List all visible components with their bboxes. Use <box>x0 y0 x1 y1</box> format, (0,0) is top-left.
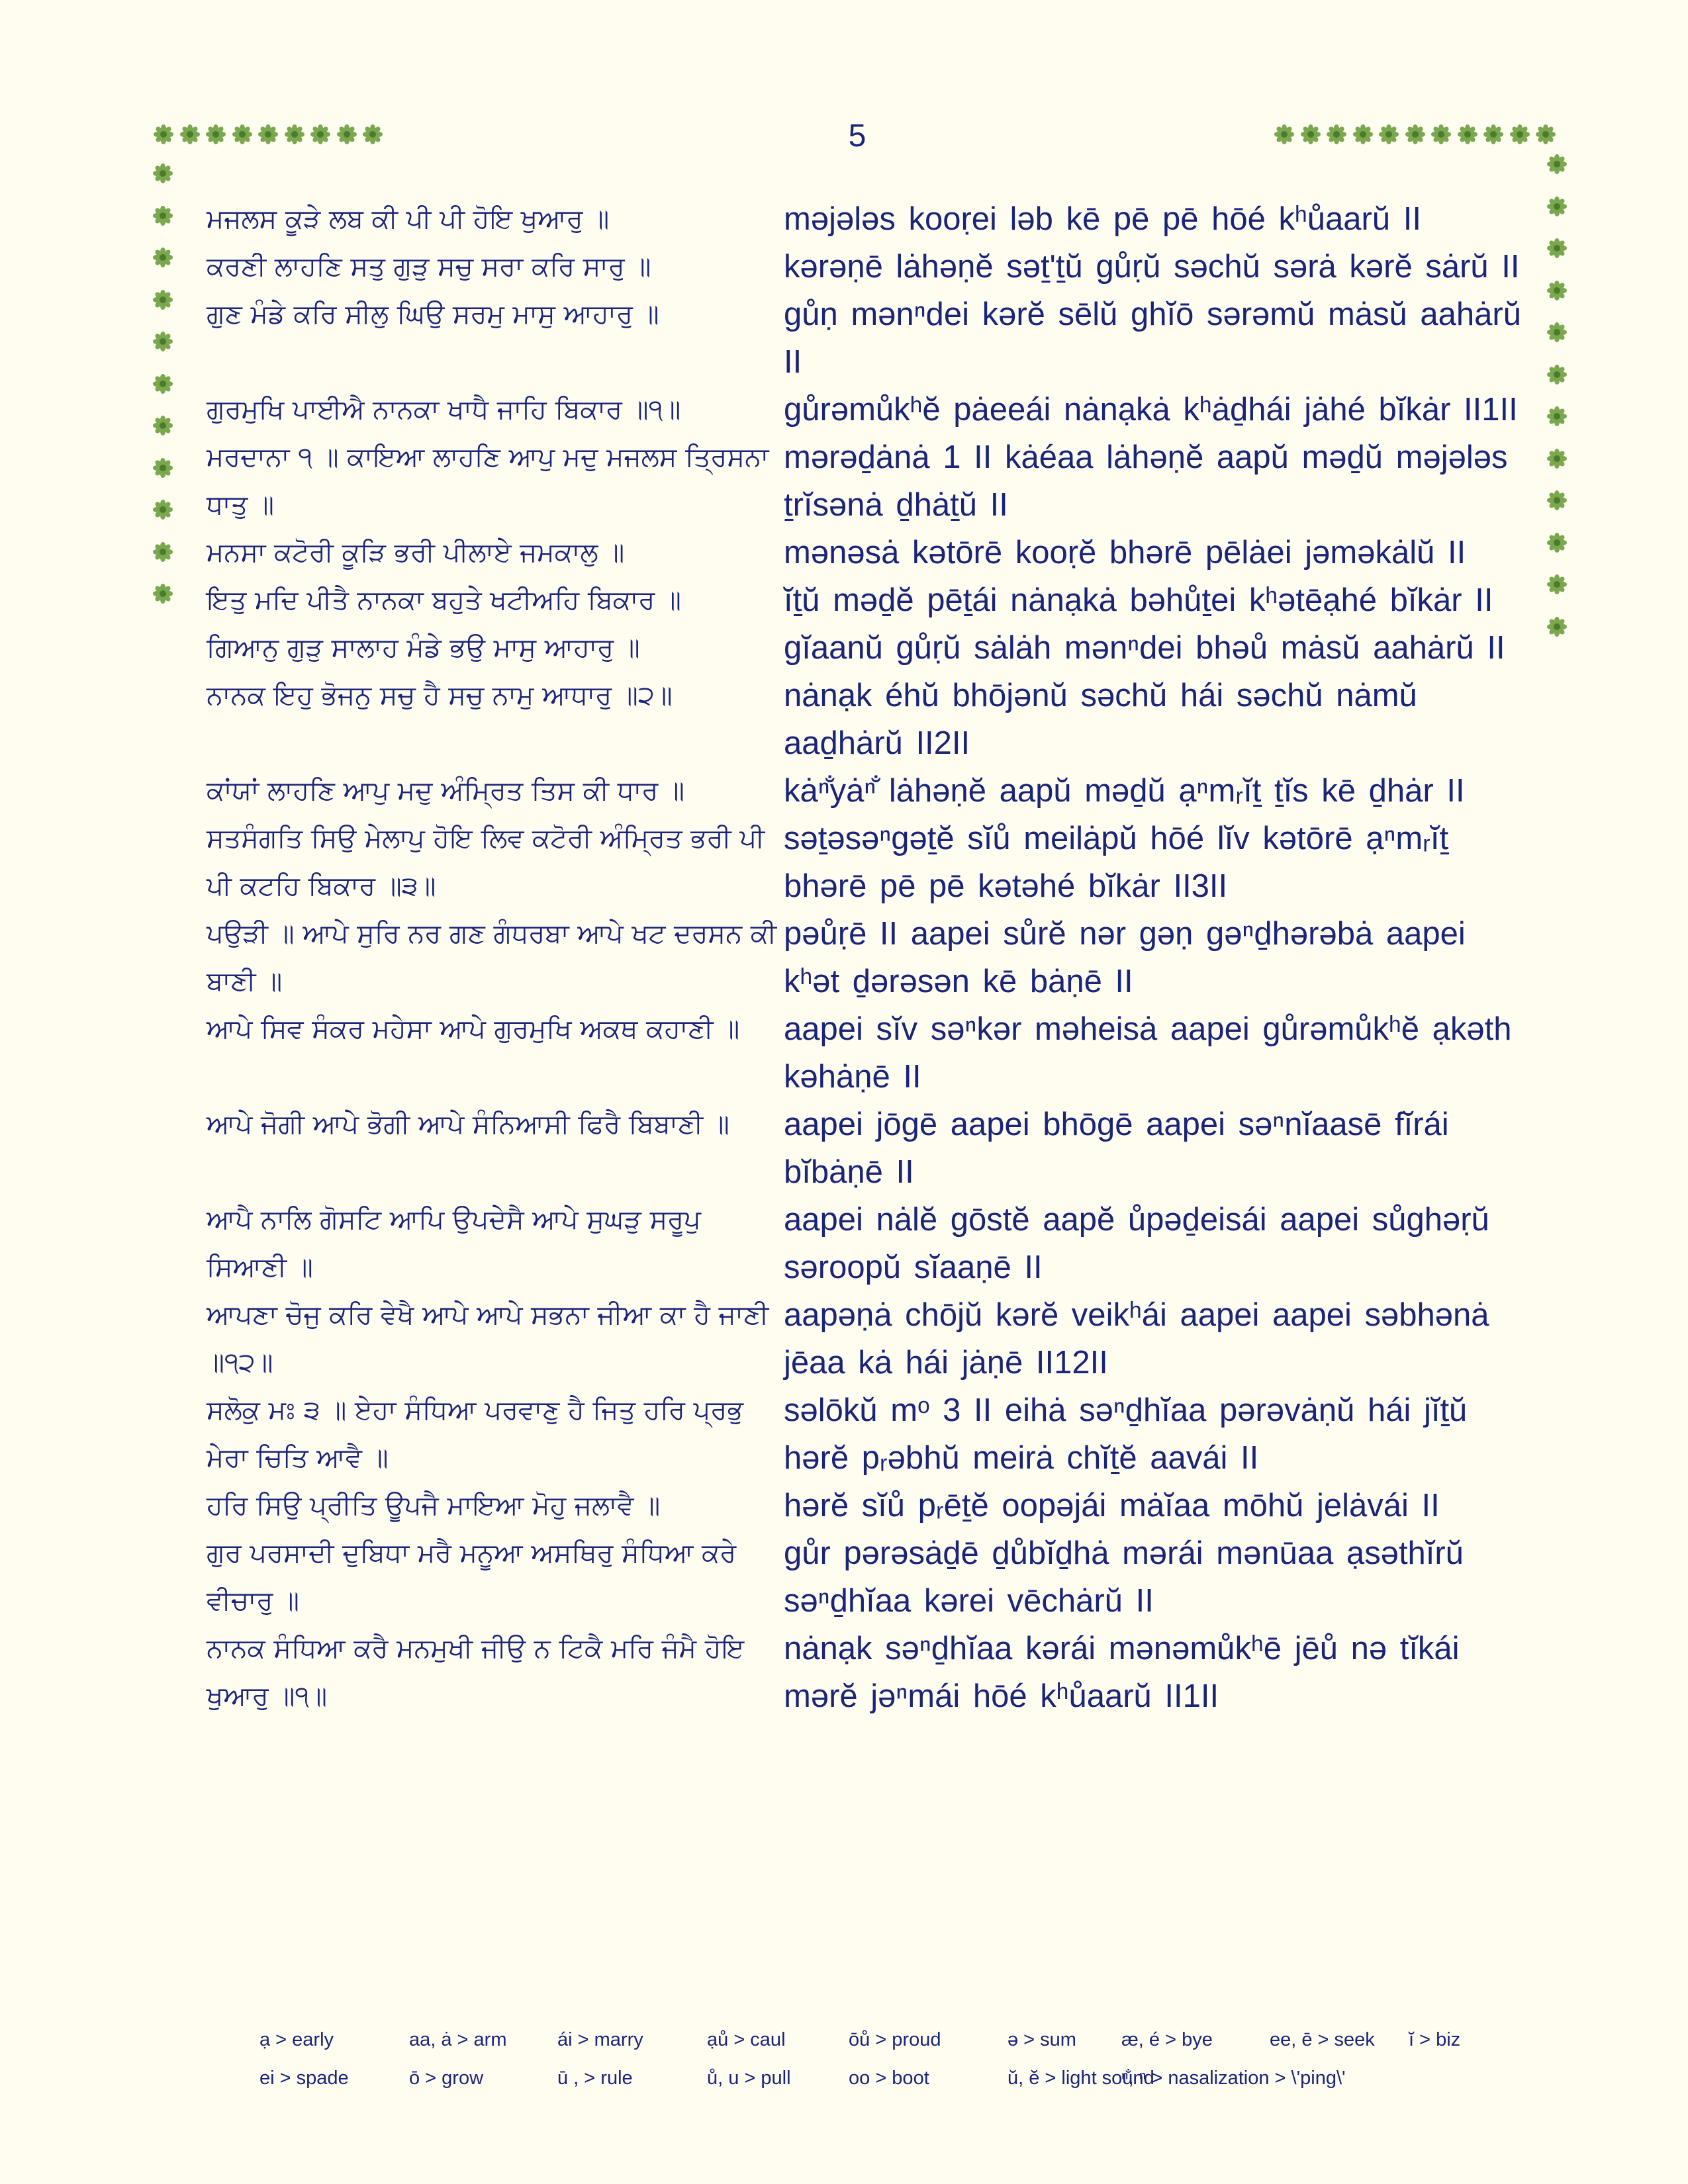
flower-icon <box>153 500 173 520</box>
flower-icon <box>1536 124 1556 144</box>
pronunciation-legend <box>259 2026 1517 2091</box>
verse-row <box>207 672 1530 767</box>
flower-icon <box>153 542 173 562</box>
flower-icon <box>1547 238 1567 258</box>
gurmukhi-line: ਕਾਂਯਾਂ ਲਾਹਣਿ ਆਪੁ ਮਦੁ ਅੰਮ੍ਰਿਤ ਤਿਸ ਕੀ ਧਾਰ ॥ <box>207 776 684 806</box>
legend-item: ů, u > pull <box>707 2068 791 2089</box>
flower-icon <box>1547 281 1567 300</box>
flower-icon <box>1458 124 1477 144</box>
flower-icon <box>180 124 200 144</box>
verse-row <box>207 291 1530 386</box>
verse-row <box>207 1101 1530 1196</box>
flower-icon <box>1547 617 1567 637</box>
page-number: 5 <box>848 118 867 154</box>
transliteration-line: aapei nȧlĕ gōstĕ aapĕ ůpəḏeisái aapei sůghəṛŭ səroopŭ sĭaaṇē II <box>784 1202 1489 1285</box>
legend-item: ⁿ̐, ⁿ > nasalization > \'ping\' <box>1121 2068 1346 2089</box>
transliteration-line: gĭaanŭ gůṛŭ sȧlȧh mənⁿdei bhəů mȧsŭ aahȧrŭ II <box>784 630 1505 666</box>
legend-item: oo > boot <box>849 2068 929 2089</box>
flower-icon <box>1547 533 1567 553</box>
flower-icon <box>363 124 383 144</box>
transliteration-line: gůr pərəsȧḏē ḏůbĭḏhȧ mərái mənūaa ạsəthĭrŭ səⁿḏhĭaa kərei vēchȧrŭ II <box>784 1535 1464 1619</box>
transliteration-line: ĭṯŭ məḏĕ pēṯái nȧnạkȧ bəhůṯei kʰətēạhé bĭkȧr II <box>784 582 1493 618</box>
flower-icon <box>1547 406 1567 426</box>
transliteration-line: mərəḏȧnȧ 1 II kȧéaa lȧhəṇĕ aapŭ məḏŭ məjələs ṯrĭsənȧ ḏhȧṯŭ II <box>784 439 1508 523</box>
transliteration-line: kərəṇē lȧhəṇĕ səṯ'ṯŭ gůṛŭ səchŭ sərȧ kərĕ sȧrŭ II <box>784 249 1520 285</box>
flower-icon <box>153 374 173 394</box>
flower-icon <box>258 124 278 144</box>
gurmukhi-line: ਮਰਦਾਨਾ ੧ ॥ ਕਾਇਆ ਲਾਹਣਿ ਆਪੁ ਮਦੁ ਮਜਲਸ ਤ੍ਰਿਸਨਾ ਧਾਤੁ ॥ <box>207 442 769 520</box>
flower-icon <box>285 124 305 144</box>
flower-icon <box>1547 449 1567 469</box>
legend-item: ee, ē > seek <box>1270 2029 1375 2050</box>
gurmukhi-line: ਗੁਰਮੁਖਿ ਪਾਈਐ ਨਾਨਕਾ ਖਾਧੈ ਜਾਹਿ ਬਿਕਾਰ ॥੧॥ <box>207 394 681 425</box>
gurmukhi-line: ਮਨਸਾ ਕਟੋਰੀ ਕੂੜਿ ਭਰੀ ਪੀਲਾਏ ਜਮਕਾਲੁ ॥ <box>207 537 625 568</box>
flower-icon <box>153 206 173 226</box>
flower-icon <box>337 124 357 144</box>
legend-item: aa, ȧ > arm <box>409 2029 507 2050</box>
flower-icon <box>1301 124 1321 144</box>
flower-icon <box>1510 124 1530 144</box>
verse-row <box>207 195 1530 243</box>
transliteration-line: aapei sĭv səⁿkər məheisȧ aapei gůrəmůkʰĕ ạkəth kəhȧṇē II <box>784 1011 1512 1095</box>
verse-row <box>207 1196 1530 1291</box>
gurmukhi-line: ਸਤਸੰਗਤਿ ਸਿਉ ਮੇਲਾਪੁ ਹੋਇ ਲਿਵ ਕਟੋਰੀ ਅੰਮ੍ਰਿਤ ਭਰੀ ਪੀ ਪੀ ਕਟਹਿ ਬਿਕਾਰ ॥੩॥ <box>207 823 765 901</box>
flower-icon <box>232 124 252 144</box>
gurmukhi-line: ਆਪੇ ਜੋਗੀ ਆਪੇ ਭੋਗੀ ਆਪੇ ਸੰਨਿਆਸੀ ਫਿਰੈ ਬਿਬਾਣੀ ॥ <box>207 1109 729 1140</box>
flower-icon <box>1547 197 1567 216</box>
legend-item: ū , > rule <box>557 2068 633 2089</box>
flower-icon <box>1431 124 1451 144</box>
verse-row <box>207 529 1530 576</box>
flower-icon <box>1547 365 1567 385</box>
flower-icon <box>153 584 173 604</box>
flower-icon <box>153 458 173 478</box>
gurmukhi-line: ਗੁਣ ਮੰਡੇ ਕਰਿ ਸੀਲੁ ਘਿਉ ਸਰਮੁ ਮਾਸੁ ਆਹਾਰੁ ॥ <box>207 299 659 330</box>
gurmukhi-line: ਇਤੁ ਮਦਿ ਪੀਤੈ ਨਾਨਕਾ ਬਹੁਤੇ ਖਟੀਅਹਿ ਬਿਕਾਰ ॥ <box>207 585 681 615</box>
flower-icon <box>1547 154 1567 174</box>
flower-icon <box>1353 124 1373 144</box>
verse-row <box>207 1005 1530 1101</box>
transliteration-line: nȧnạk éhŭ bhōjənŭ səchŭ hái səchŭ nȧmŭ aaḏhȧrŭ II2II <box>784 678 1417 761</box>
gurmukhi-line: ਨਾਨਕ ਸੰਧਿਆ ਕਰੈ ਮਨਮੁਖੀ ਜੀਉ ਨ ਟਿਕੈ ਮਰਿ ਜੰਮੈ ਹੋਇ ਖੁਆਰੁ ॥੧॥ <box>207 1633 745 1711</box>
transliteration-line: kȧⁿ̐yȧⁿ̐ lȧhəṇĕ aapŭ məḏŭ ạⁿmᵣĭṯ ṯĭs kē ḏhȧr II <box>784 773 1465 809</box>
legend-item: ĭ > biz <box>1409 2029 1461 2050</box>
transliteration-line: səlōkŭ mᵒ 3 II eihȧ səⁿḏhĭaa pərəvȧṇŭ hái jĭṯŭ hərĕ pᵣəbhŭ meirȧ chĭṯĕ aavái II <box>784 1392 1468 1476</box>
legend-item: ə > sum <box>1008 2029 1076 2050</box>
legend-item: ạů > caul <box>707 2029 786 2050</box>
flower-icon <box>153 416 173 435</box>
verse-row <box>207 1291 1530 1387</box>
transliteration-line: gůrəmůkʰĕ pȧeeái nȧnạkȧ kʰȧḏhái jȧhé bĭkȧr II1II <box>784 392 1518 428</box>
gurmukhi-line: ਆਪੈ ਨਾਲਿ ਗੋਸਟਿ ਆਪਿ ਉਪਦੇਸੈ ਆਪੇ ਸੁਘੜੁ ਸਰੂਪੁ ਸਿਆਣੀ ॥ <box>207 1205 701 1283</box>
flower-icon <box>1547 322 1567 342</box>
verse-row <box>207 576 1530 624</box>
flower-icon <box>1274 124 1294 144</box>
verse-row <box>207 1482 1530 1529</box>
flower-icon <box>1405 124 1425 144</box>
gurmukhi-line: ਪਉੜੀ ॥ ਆਪੇ ਸੁਰਿ ਨਰ ਗਣ ਗੰਧਰਬਾ ਆਪੇ ਖਟ ਦਰਸਨ ਕੀ ਬਾਣੀ ॥ <box>207 919 777 997</box>
transliteration-line: pəůṛē II aapei sůrĕ nər gəṇ gəⁿḏhərəbȧ aapei kʰət ḏərəsən kē bȧṇē II <box>784 916 1466 999</box>
transliteration-line: mənəsȧ kətōrē kooṛĕ bhərē pēlȧei jəməkȧlŭ II <box>784 535 1466 570</box>
flower-icon <box>153 290 173 310</box>
flower-icon <box>1547 574 1567 594</box>
flower-icon <box>1547 490 1567 510</box>
legend-item: æ, é > bye <box>1121 2029 1213 2050</box>
gurmukhi-line: ਆਪੇ ਸਿਵ ਸੰਕਰ ਮਹੇਸਾ ਆਪੇ ਗੁਰਮੁਖਿ ਅਕਥ ਕਹਾਣੀ ॥ <box>207 1014 740 1044</box>
legend-item: ŭ, ĕ > light sound <box>1008 2068 1154 2089</box>
verse-row <box>207 386 1530 433</box>
verse-row <box>207 243 1530 291</box>
verse-row <box>207 433 1530 529</box>
flower-icon <box>153 332 173 351</box>
legend-item: ái > marry <box>557 2029 643 2050</box>
gurmukhi-line: ਹਰਿ ਸਿਉ ਪ੍ਰੀਤਿ ਊਪਜੈ ਮਾਇਆ ਮੋਹੁ ਜਲਾਵੈ ॥ <box>207 1490 661 1521</box>
verse-row <box>207 1387 1530 1482</box>
gurmukhi-line: ਗਿਆਨੁ ਗੁੜੁ ਸਾਲਾਹ ਮੰਡੇ ਭਉ ਮਾਸੁ ਆਹਾਰੁ ॥ <box>207 633 640 663</box>
flower-icon <box>153 248 173 267</box>
verse-row <box>207 815 1530 910</box>
transliteration-line: məjələs kooṛei ləb kē pē pē hōé kʰůaarŭ II <box>784 201 1421 237</box>
transliteration-line: nȧnạk səⁿḏhĭaa kərái mənəmůkʰē jēů nə tĭkái mərĕ jəⁿmái hōé kʰůaarŭ II1II <box>784 1631 1460 1714</box>
verse-row <box>207 767 1530 815</box>
legend-item: ōů > proud <box>849 2029 941 2050</box>
flower-icon <box>310 124 330 144</box>
transliteration-line: aapei jōgē aapei bhōgē aapei səⁿnĭaasē fĭrái bĭbȧṇē II <box>784 1107 1449 1190</box>
verse-table <box>207 195 1530 1720</box>
gurmukhi-line: ਸਲੋਕੁ ਮਃ ੩ ॥ ਏਹਾ ਸੰਧਿਆ ਪਰਵਾਣੁ ਹੈ ਜਿਤੁ ਹਰਿ ਪ੍ਰਭੁ ਮੇਰਾ ਚਿਤਿ ਆਵੈ ॥ <box>207 1395 743 1473</box>
gurmukhi-line: ਮਜਲਸ ਕੂੜੇ ਲਬ ਕੀ ਪੀ ਪੀ ਹੋਇ ਖੁਆਰੁ ॥ <box>207 204 610 234</box>
verse-row <box>207 1529 1530 1625</box>
gurmukhi-line: ਕਰਣੀ ਲਾਹਣਿ ਸਤੁ ਗੁੜੁ ਸਚੁ ਸਰਾ ਕਰਿ ਸਾਰੁ ॥ <box>207 251 651 282</box>
flower-icon <box>154 124 173 144</box>
flower-icon <box>206 124 226 144</box>
verse-row <box>207 910 1530 1005</box>
gurmukhi-line: ਆਪਣਾ ਚੋਜੁ ਕਰਿ ਵੇਖੈ ਆਪੇ ਆਪੇ ਸਭਨਾ ਜੀਆ ਕਾ ਹੈ ਜਾਣੀ ॥੧੨॥ <box>207 1300 769 1378</box>
gurmukhi-line: ਗੁਰ ਪਰਸਾਦੀ ਦੁਬਿਧਾ ਮਰੈ ਮਨੂਆ ਅਸਥਿਰੁ ਸੰਧਿਆ ਕਰੇ ਵੀਚਾਰੁ ॥ <box>207 1538 737 1616</box>
transliteration-line: aapəṇȧ chōjŭ kərĕ veikʰái aapei aapei səbhənȧ jēaa kȧ hái jȧṇē II12II <box>784 1297 1489 1381</box>
verse-row <box>207 624 1530 672</box>
legend-item: ạ > early <box>259 2029 334 2050</box>
transliteration-line: səṯəsəⁿgəṯĕ sĭů meilȧpŭ hōé lĭv kətōrē ạⁿmᵣĭṯ bhərē pē pē kətəhé bĭkȧr II3II <box>784 821 1449 904</box>
legend-item: ō > grow <box>409 2068 484 2089</box>
transliteration-line: hərĕ sĭů pᵣēṯĕ oopəjái mȧĭaa mōhŭ jelȧvái II <box>784 1488 1440 1524</box>
flower-icon <box>1327 124 1346 144</box>
verse-row <box>207 1625 1530 1720</box>
flower-icon <box>1483 124 1503 144</box>
transliteration-line: gůṇ mənⁿdei kərĕ sēlŭ ghĭō sərəmŭ mȧsŭ aahȧrŭ II <box>784 296 1521 380</box>
gurmukhi-line: ਨਾਨਕ ਇਹੁ ਭੋਜਨੁ ਸਚੁ ਹੈ ਸਚੁ ਨਾਮੁ ਆਧਾਰੁ ॥੨॥ <box>207 680 673 711</box>
legend-item: ei > spade <box>259 2068 349 2089</box>
flower-icon <box>1379 124 1399 144</box>
flower-icon <box>153 163 173 183</box>
